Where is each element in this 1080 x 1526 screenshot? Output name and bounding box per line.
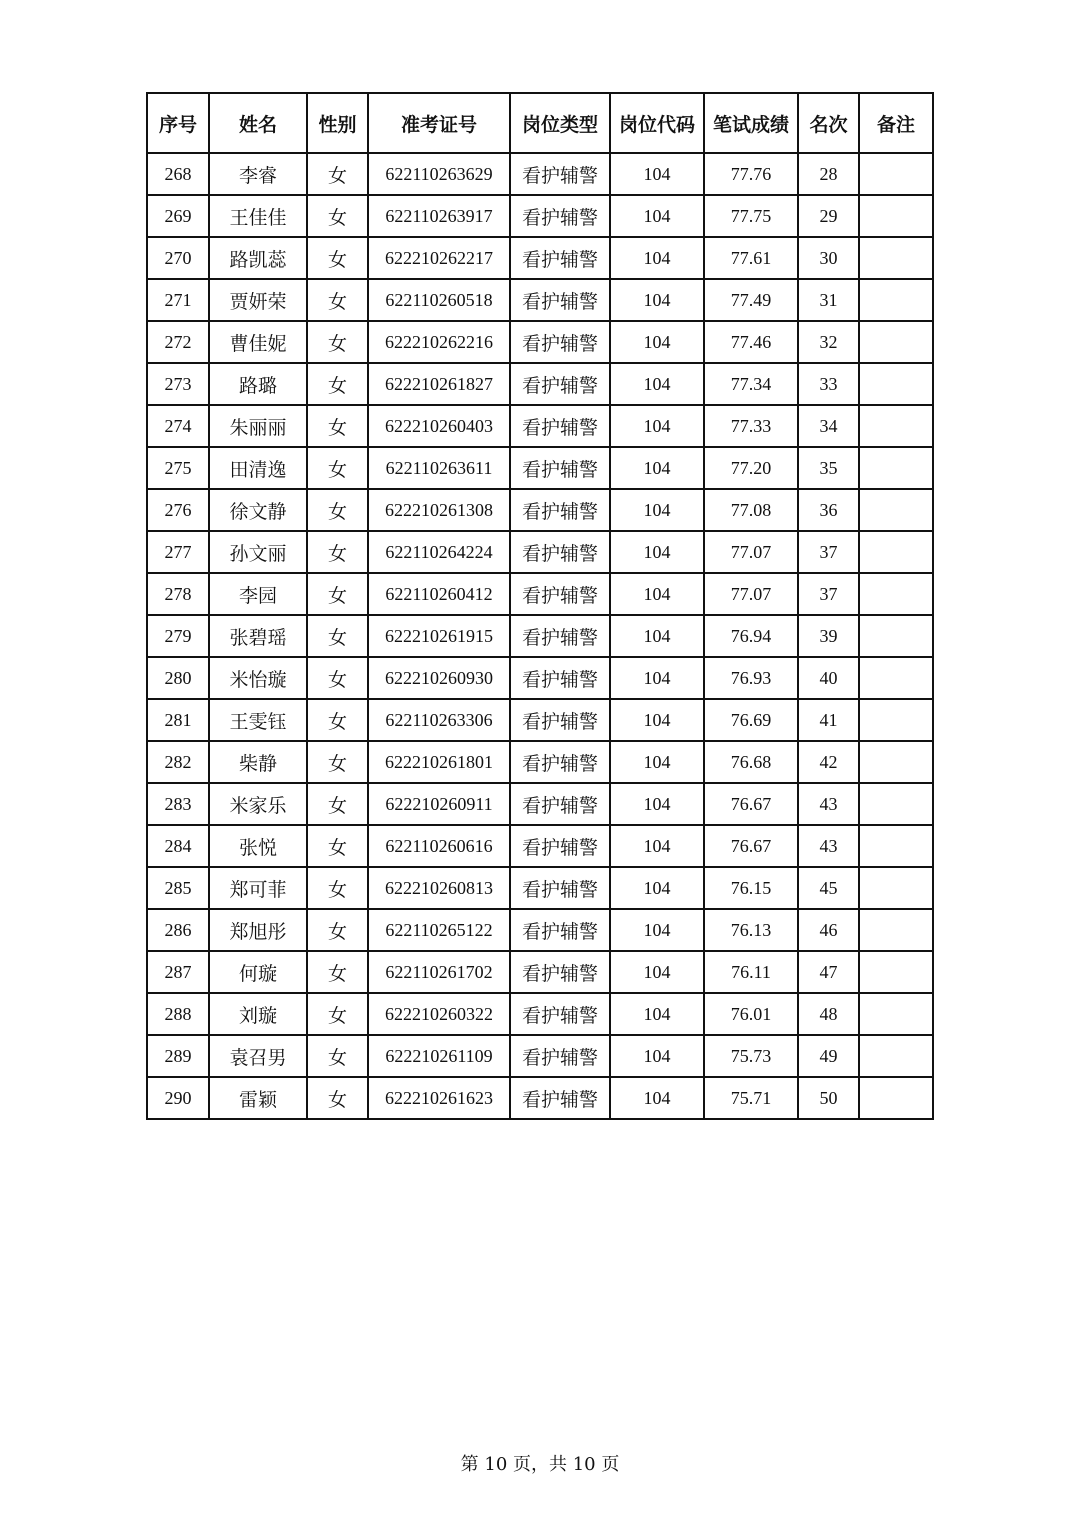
cell-rank: 29 (798, 195, 859, 237)
cell-name: 刘璇 (209, 993, 307, 1035)
table-row (147, 1035, 933, 1077)
col-seq-header: 序号 (147, 93, 209, 153)
cell-name: 路璐 (209, 363, 307, 405)
cell-gender: 女 (307, 951, 368, 993)
table-row (147, 447, 933, 489)
cell-rank: 45 (798, 867, 859, 909)
col-gender-header: 性别 (307, 93, 368, 153)
cell-rank: 30 (798, 237, 859, 279)
cell-score: 77.08 (704, 489, 798, 531)
cell-score: 76.15 (704, 867, 798, 909)
cell-exam-id: 622210261109 (368, 1035, 510, 1077)
cell-score: 75.73 (704, 1035, 798, 1077)
cell-exam-id: 622210261827 (368, 363, 510, 405)
cell-position-type: 看护辅警 (510, 153, 610, 195)
table-row (147, 615, 933, 657)
cell-exam-id: 622110263917 (368, 195, 510, 237)
cell-exam-id: 622110263306 (368, 699, 510, 741)
cell-gender: 女 (307, 909, 368, 951)
cell-score: 77.46 (704, 321, 798, 363)
cell-remark (859, 825, 933, 867)
table-row (147, 657, 933, 699)
cell-position-type: 看护辅警 (510, 447, 610, 489)
table-row (147, 195, 933, 237)
cell-position-code: 104 (610, 195, 704, 237)
table-row (147, 951, 933, 993)
cell-seq: 289 (147, 1035, 209, 1077)
cell-name: 张悦 (209, 825, 307, 867)
cell-name: 田清逸 (209, 447, 307, 489)
score-table (146, 92, 934, 1120)
cell-seq: 278 (147, 573, 209, 615)
cell-position-type: 看护辅警 (510, 993, 610, 1035)
cell-gender: 女 (307, 825, 368, 867)
cell-score: 77.61 (704, 237, 798, 279)
cell-rank: 34 (798, 405, 859, 447)
cell-remark (859, 573, 933, 615)
cell-seq: 272 (147, 321, 209, 363)
cell-rank: 37 (798, 531, 859, 573)
cell-name: 王雯钰 (209, 699, 307, 741)
cell-rank: 42 (798, 741, 859, 783)
cell-exam-id: 622210261308 (368, 489, 510, 531)
cell-remark (859, 447, 933, 489)
cell-seq: 279 (147, 615, 209, 657)
cell-seq: 271 (147, 279, 209, 321)
table-row (147, 321, 933, 363)
cell-name: 米怡璇 (209, 657, 307, 699)
cell-gender: 女 (307, 783, 368, 825)
cell-score: 77.76 (704, 153, 798, 195)
cell-score: 76.93 (704, 657, 798, 699)
cell-rank: 43 (798, 825, 859, 867)
cell-position-type: 看护辅警 (510, 657, 610, 699)
cell-position-type: 看护辅警 (510, 909, 610, 951)
cell-rank: 32 (798, 321, 859, 363)
cell-rank: 36 (798, 489, 859, 531)
cell-position-type: 看护辅警 (510, 573, 610, 615)
cell-gender: 女 (307, 741, 368, 783)
col-score-header: 笔试成绩 (704, 93, 798, 153)
cell-seq: 288 (147, 993, 209, 1035)
table-row (147, 741, 933, 783)
col-exam-id-header: 准考证号 (368, 93, 510, 153)
cell-seq: 287 (147, 951, 209, 993)
cell-position-code: 104 (610, 363, 704, 405)
cell-seq: 275 (147, 447, 209, 489)
cell-seq: 277 (147, 531, 209, 573)
cell-name: 李睿 (209, 153, 307, 195)
col-remark-header: 备注 (859, 93, 933, 153)
cell-remark (859, 489, 933, 531)
cell-position-type: 看护辅警 (510, 741, 610, 783)
cell-position-type: 看护辅警 (510, 405, 610, 447)
table-body (147, 153, 933, 1119)
cell-rank: 46 (798, 909, 859, 951)
cell-position-code: 104 (610, 489, 704, 531)
cell-gender: 女 (307, 867, 368, 909)
cell-position-type: 看护辅警 (510, 321, 610, 363)
cell-rank: 47 (798, 951, 859, 993)
table-row (147, 279, 933, 321)
cell-exam-id: 622210260403 (368, 405, 510, 447)
cell-rank: 28 (798, 153, 859, 195)
cell-seq: 285 (147, 867, 209, 909)
cell-position-code: 104 (610, 237, 704, 279)
cell-score: 76.69 (704, 699, 798, 741)
cell-gender: 女 (307, 363, 368, 405)
cell-name: 雷颖 (209, 1077, 307, 1119)
cell-position-type: 看护辅警 (510, 363, 610, 405)
col-position-type-header: 岗位类型 (510, 93, 610, 153)
cell-position-type: 看护辅警 (510, 951, 610, 993)
cell-score: 77.20 (704, 447, 798, 489)
cell-seq: 282 (147, 741, 209, 783)
cell-position-code: 104 (610, 1035, 704, 1077)
cell-rank: 43 (798, 783, 859, 825)
cell-score: 76.01 (704, 993, 798, 1035)
cell-position-code: 104 (610, 825, 704, 867)
cell-gender: 女 (307, 531, 368, 573)
cell-rank: 50 (798, 1077, 859, 1119)
cell-name: 柴静 (209, 741, 307, 783)
cell-position-code: 104 (610, 573, 704, 615)
cell-position-code: 104 (610, 657, 704, 699)
cell-name: 何璇 (209, 951, 307, 993)
cell-gender: 女 (307, 1035, 368, 1077)
cell-score: 77.75 (704, 195, 798, 237)
cell-rank: 33 (798, 363, 859, 405)
cell-position-type: 看护辅警 (510, 1077, 610, 1119)
cell-exam-id: 622210261801 (368, 741, 510, 783)
cell-position-type: 看护辅警 (510, 237, 610, 279)
cell-remark (859, 741, 933, 783)
cell-remark (859, 363, 933, 405)
cell-gender: 女 (307, 1077, 368, 1119)
cell-rank: 31 (798, 279, 859, 321)
cell-remark (859, 531, 933, 573)
cell-exam-id: 622110263629 (368, 153, 510, 195)
cell-gender: 女 (307, 993, 368, 1035)
cell-name: 孙文丽 (209, 531, 307, 573)
cell-exam-id: 622210262217 (368, 237, 510, 279)
cell-seq: 273 (147, 363, 209, 405)
cell-position-type: 看护辅警 (510, 615, 610, 657)
table-row (147, 237, 933, 279)
cell-exam-id: 622110263611 (368, 447, 510, 489)
cell-score: 77.07 (704, 531, 798, 573)
col-name-header: 姓名 (209, 93, 307, 153)
cell-rank: 49 (798, 1035, 859, 1077)
cell-score: 77.49 (704, 279, 798, 321)
cell-seq: 270 (147, 237, 209, 279)
cell-score: 76.94 (704, 615, 798, 657)
cell-remark (859, 321, 933, 363)
cell-name: 徐文静 (209, 489, 307, 531)
cell-name: 曹佳妮 (209, 321, 307, 363)
cell-position-code: 104 (610, 447, 704, 489)
cell-exam-id: 622110260412 (368, 573, 510, 615)
cell-gender: 女 (307, 405, 368, 447)
cell-score: 75.71 (704, 1077, 798, 1119)
cell-rank: 48 (798, 993, 859, 1035)
cell-score: 76.68 (704, 741, 798, 783)
table-row (147, 909, 933, 951)
table-row (147, 867, 933, 909)
cell-name: 袁召男 (209, 1035, 307, 1077)
cell-position-code: 104 (610, 783, 704, 825)
cell-exam-id: 622210261623 (368, 1077, 510, 1119)
cell-remark (859, 909, 933, 951)
table-row (147, 993, 933, 1035)
cell-exam-id: 622210260911 (368, 783, 510, 825)
cell-position-type: 看护辅警 (510, 867, 610, 909)
cell-exam-id: 622110265122 (368, 909, 510, 951)
cell-score: 76.67 (704, 825, 798, 867)
cell-gender: 女 (307, 489, 368, 531)
cell-gender: 女 (307, 195, 368, 237)
cell-position-code: 104 (610, 741, 704, 783)
cell-remark (859, 951, 933, 993)
cell-gender: 女 (307, 279, 368, 321)
cell-remark (859, 153, 933, 195)
cell-gender: 女 (307, 447, 368, 489)
cell-seq: 290 (147, 1077, 209, 1119)
cell-remark (859, 699, 933, 741)
cell-name: 张碧瑶 (209, 615, 307, 657)
cell-score: 76.11 (704, 951, 798, 993)
cell-seq: 280 (147, 657, 209, 699)
cell-remark (859, 237, 933, 279)
cell-position-type: 看护辅警 (510, 1035, 610, 1077)
cell-name: 郑可菲 (209, 867, 307, 909)
cell-name: 朱丽丽 (209, 405, 307, 447)
cell-score: 76.13 (704, 909, 798, 951)
cell-name: 贾妍荣 (209, 279, 307, 321)
cell-remark (859, 615, 933, 657)
table-row (147, 573, 933, 615)
cell-seq: 281 (147, 699, 209, 741)
cell-position-type: 看护辅警 (510, 783, 610, 825)
table-row (147, 531, 933, 573)
cell-exam-id: 622210261915 (368, 615, 510, 657)
table-row (147, 1077, 933, 1119)
cell-position-code: 104 (610, 153, 704, 195)
cell-name: 李园 (209, 573, 307, 615)
cell-seq: 276 (147, 489, 209, 531)
cell-rank: 40 (798, 657, 859, 699)
cell-seq: 269 (147, 195, 209, 237)
cell-name: 郑旭彤 (209, 909, 307, 951)
cell-rank: 41 (798, 699, 859, 741)
cell-score: 77.33 (704, 405, 798, 447)
cell-remark (859, 195, 933, 237)
cell-exam-id: 622110260616 (368, 825, 510, 867)
cell-position-type: 看护辅警 (510, 489, 610, 531)
cell-name: 王佳佳 (209, 195, 307, 237)
cell-position-code: 104 (610, 615, 704, 657)
cell-position-code: 104 (610, 909, 704, 951)
cell-position-code: 104 (610, 405, 704, 447)
cell-remark (859, 405, 933, 447)
cell-seq: 283 (147, 783, 209, 825)
cell-gender: 女 (307, 699, 368, 741)
cell-seq: 284 (147, 825, 209, 867)
cell-gender: 女 (307, 573, 368, 615)
cell-remark (859, 993, 933, 1035)
cell-score: 76.67 (704, 783, 798, 825)
cell-name: 路凯蕊 (209, 237, 307, 279)
cell-exam-id: 622210260930 (368, 657, 510, 699)
cell-score: 77.34 (704, 363, 798, 405)
cell-gender: 女 (307, 321, 368, 363)
cell-gender: 女 (307, 657, 368, 699)
cell-position-code: 104 (610, 699, 704, 741)
cell-seq: 268 (147, 153, 209, 195)
cell-position-type: 看护辅警 (510, 825, 610, 867)
cell-gender: 女 (307, 153, 368, 195)
cell-position-code: 104 (610, 1077, 704, 1119)
cell-seq: 286 (147, 909, 209, 951)
cell-remark (859, 279, 933, 321)
cell-position-code: 104 (610, 321, 704, 363)
cell-name: 米家乐 (209, 783, 307, 825)
cell-score: 77.07 (704, 573, 798, 615)
cell-remark (859, 657, 933, 699)
cell-exam-id: 622110261702 (368, 951, 510, 993)
table-header-row (147, 93, 933, 153)
table-row (147, 363, 933, 405)
page-footer: 第 10 页，共 10 页 (460, 1454, 620, 1475)
table-row (147, 489, 933, 531)
cell-position-code: 104 (610, 993, 704, 1035)
col-rank-header: 名次 (798, 93, 859, 153)
cell-rank: 35 (798, 447, 859, 489)
cell-exam-id: 622110264224 (368, 531, 510, 573)
cell-position-type: 看护辅警 (510, 195, 610, 237)
cell-gender: 女 (307, 615, 368, 657)
cell-remark (859, 867, 933, 909)
cell-position-type: 看护辅警 (510, 279, 610, 321)
cell-position-code: 104 (610, 951, 704, 993)
col-position-code-header: 岗位代码 (610, 93, 704, 153)
table-row (147, 405, 933, 447)
cell-remark (859, 1077, 933, 1119)
cell-position-type: 看护辅警 (510, 699, 610, 741)
cell-position-code: 104 (610, 867, 704, 909)
cell-exam-id: 622210262216 (368, 321, 510, 363)
table-row (147, 699, 933, 741)
cell-position-code: 104 (610, 279, 704, 321)
cell-remark (859, 1035, 933, 1077)
cell-remark (859, 783, 933, 825)
table-row (147, 825, 933, 867)
cell-gender: 女 (307, 237, 368, 279)
cell-position-code: 104 (610, 531, 704, 573)
cell-position-type: 看护辅警 (510, 531, 610, 573)
table-row (147, 783, 933, 825)
cell-exam-id: 622110260518 (368, 279, 510, 321)
cell-seq: 274 (147, 405, 209, 447)
table-row (147, 153, 933, 195)
cell-exam-id: 622210260813 (368, 867, 510, 909)
cell-rank: 37 (798, 573, 859, 615)
cell-exam-id: 622210260322 (368, 993, 510, 1035)
cell-rank: 39 (798, 615, 859, 657)
